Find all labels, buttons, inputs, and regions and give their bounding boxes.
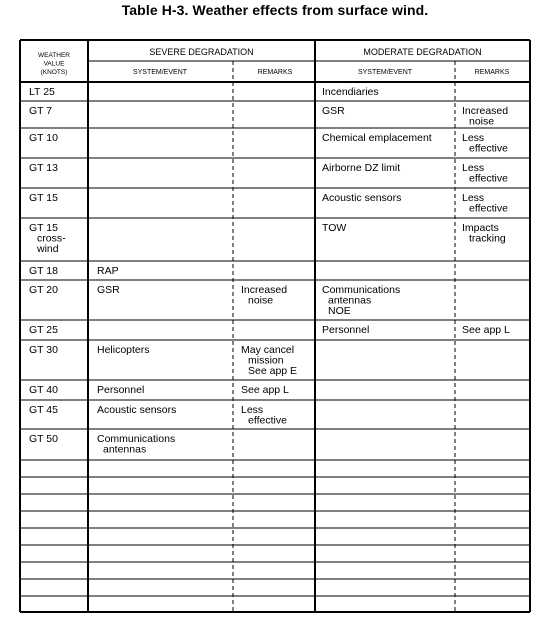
cell-moderate-remarks: See app L xyxy=(462,324,510,336)
cell-moderate-remarks: effective xyxy=(469,202,508,215)
cell-moderate-system: GSR xyxy=(322,105,345,117)
header-weather-value: (KNOTS) xyxy=(40,69,68,76)
header-severe-system-event: SYSTEM/EVENT xyxy=(132,69,188,76)
cell-severe-system: Personnel xyxy=(97,384,145,396)
cell-severe-remarks: noise xyxy=(248,294,274,307)
cell-moderate-remarks: Less xyxy=(462,192,485,204)
cell-moderate-system: antennas xyxy=(328,294,372,307)
cell-weather-value: GT 13 xyxy=(29,162,58,174)
cell-moderate-system: Incendiaries xyxy=(322,86,379,98)
cell-severe-system: GSR xyxy=(97,284,120,296)
table-title: Table H-3. Weather effects from surface wind. xyxy=(121,2,429,18)
cell-weather-value: GT 10 xyxy=(29,132,58,144)
cell-severe-remarks: See app E xyxy=(248,365,298,377)
cell-moderate-system: Acoustic sensors xyxy=(322,192,402,204)
table-row xyxy=(29,324,510,336)
cell-weather-value: GT 45 xyxy=(29,404,58,416)
cell-moderate-system: Chemical emplacement xyxy=(322,132,432,144)
header-severe-remarks: REMARKS xyxy=(257,69,293,76)
cell-moderate-remarks: tracking xyxy=(469,232,506,245)
cell-weather-value: cross- xyxy=(37,232,66,245)
cell-moderate-system: NOE xyxy=(328,305,351,317)
cell-severe-remarks: See app L xyxy=(241,384,289,396)
table-row xyxy=(29,132,508,155)
header-moderate-system-event: SYSTEM/EVENT xyxy=(357,69,413,76)
cell-severe-system: antennas xyxy=(103,443,147,456)
cell-weather-value: LT 25 xyxy=(29,86,55,98)
header-severe-degradation: SEVERE DEGRADATION xyxy=(149,47,254,57)
header-moderate-degradation: MODERATE DEGRADATION xyxy=(363,47,482,57)
cell-weather-value: GT 15 xyxy=(29,222,58,234)
cell-weather-value: GT 20 xyxy=(29,284,58,296)
cell-severe-remarks: effective xyxy=(248,414,287,427)
cell-moderate-remarks: effective xyxy=(469,172,508,185)
table-row xyxy=(29,344,297,377)
cell-moderate-remarks: Less xyxy=(462,162,485,174)
cell-severe-system: Communications xyxy=(97,433,176,445)
cell-moderate-remarks: Less xyxy=(462,132,485,144)
table-row xyxy=(29,265,119,277)
cell-moderate-remarks: Impacts xyxy=(462,222,499,234)
cell-weather-value: GT 40 xyxy=(29,384,58,396)
cell-weather-value: GT 15 xyxy=(29,192,58,204)
cell-weather-value: GT 30 xyxy=(29,344,58,356)
cell-severe-system: Helicopters xyxy=(97,344,150,356)
cell-weather-value: GT 25 xyxy=(29,324,58,336)
table-row xyxy=(29,404,287,427)
table-grid xyxy=(20,40,530,612)
cell-severe-system: Acoustic sensors xyxy=(97,404,177,416)
table-row xyxy=(29,192,508,215)
cell-moderate-system: TOW xyxy=(322,222,347,234)
cell-weather-value: GT 18 xyxy=(29,265,58,277)
table-row xyxy=(29,384,289,396)
cell-weather-value: GT 50 xyxy=(29,433,58,445)
cell-moderate-system: Airborne DZ limit xyxy=(322,162,401,174)
cell-severe-remarks: Increased xyxy=(241,284,288,296)
cell-moderate-system: Personnel xyxy=(322,324,370,336)
table-row xyxy=(29,222,506,255)
cell-moderate-remarks: noise xyxy=(469,115,495,128)
header-moderate-remarks: REMARKS xyxy=(474,69,510,76)
table-row xyxy=(29,284,400,317)
cell-weather-value: GT 7 xyxy=(29,105,53,117)
table-row xyxy=(29,433,175,456)
cell-severe-remarks: Less xyxy=(241,404,264,416)
table-row xyxy=(29,162,508,185)
cell-severe-remarks: mission xyxy=(248,354,284,367)
table-row xyxy=(29,105,508,128)
cell-moderate-remarks: effective xyxy=(469,142,508,155)
cell-moderate-remarks: Increased xyxy=(462,105,509,117)
header-weather-value: VALUE xyxy=(43,60,65,68)
cell-severe-system: RAP xyxy=(97,265,119,277)
cell-moderate-system: Communications xyxy=(322,284,401,296)
header-weather-value: WEATHER xyxy=(37,52,71,59)
cell-severe-remarks: May cancel xyxy=(241,344,295,356)
table-row xyxy=(29,86,379,98)
cell-weather-value: wind xyxy=(37,243,59,255)
